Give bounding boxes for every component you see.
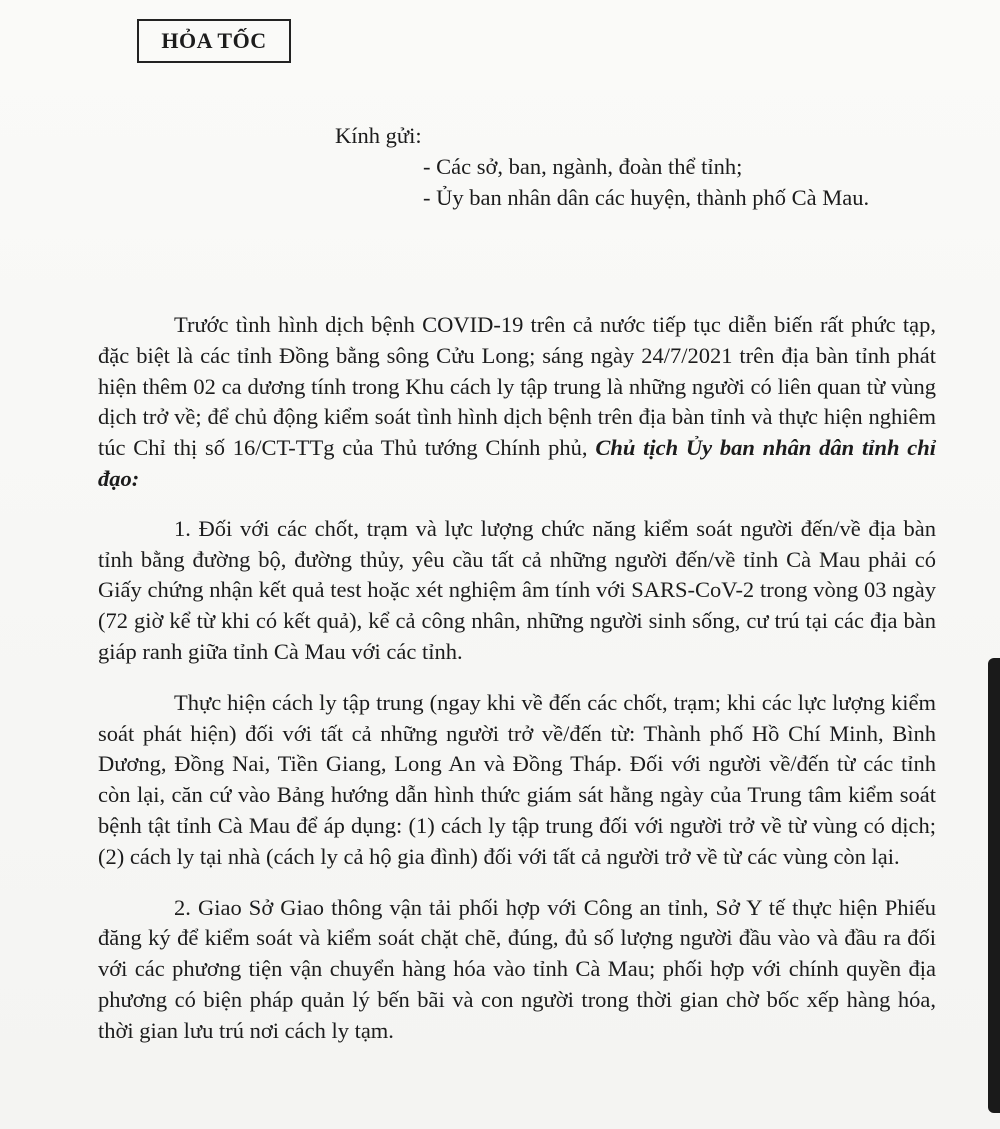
scrollbar-thumb[interactable] [988, 658, 1000, 1113]
recipient-item: - Ủy ban nhân dân các huyện, thành phố Cà Mau. [423, 185, 870, 210]
recipient-item: - Các sở, ban, ngành, đoàn thể tỉnh; [423, 154, 743, 179]
recipients-greeting: Kính gửi: [335, 123, 422, 148]
urgent-label: HỎA TỐC [161, 28, 267, 53]
document-body [98, 310, 936, 1067]
intro-text: Trước tình hình dịch bệnh COVID-19 trên cả nước tiếp tục diễn biến rất phức tạp, đặc biệt là các tỉnh Đồng bằng sông Cửu Long; sáng ngày 24/7/2021 trên địa bàn tỉnh phát hiện thêm 02 ca dương tính trong Khu cách ly tập trung là những người có liên quan từ vùng dịch trở về; để chủ động kiểm soát tình hình dịch bệnh trên địa bàn tỉnh và thực hiện nghiêm túc Chỉ thị số 16/CT-TTg của Thủ tướng Chính phủ, [98, 312, 936, 461]
paragraph-2: Thực hiện cách ly tập trung (ngay khi về đến các chốt, trạm; khi các lực lượng kiểm soát phát hiện) đối với tất cả những người trở về/đến từ: Thành phố Hồ Chí Minh, Bình Dương, Đồng Nai, Tiền Giang, Long An và Đồng Tháp. Đối với người về/đến từ các tỉnh còn lại, căn cứ vào Bảng hướng dẫn hình thức giám sát hằng ngày của Trung tâm kiểm soát bệnh tật tỉnh Cà Mau để áp dụng: (1) cách ly tập trung đối với người trở về từ vùng có dịch; (2) cách ly tại nhà (cách ly cả hộ gia đình) đối với tất cả người trở về từ các vùng còn lại. [98, 689, 936, 869]
recipients-block [335, 120, 869, 213]
urgent-stamp [137, 19, 291, 63]
paragraph-1: 1. Đối với các chốt, trạm và lực lượng chức năng kiểm soát người đến/về địa bàn tỉnh bằng đường bộ, đường thủy, yêu cầu tất cả những người đến/về tỉnh Cà Mau phải có Giấy chứng nhận kết quả test hoặc xét nghiệm âm tính với SARS-CoV-2 trong vòng 03 ngày (72 giờ kể từ khi có kết quả), kể cả công nhân, những người sinh sống, cư trú tại các địa bàn giáp ranh giữa tỉnh Cà Mau với các tỉnh. [98, 515, 936, 664]
paragraph-3: 2. Giao Sở Giao thông vận tải phối hợp với Công an tỉnh, Sở Y tế thực hiện Phiếu đăng ký để kiểm soát và kiểm soát chặt chẽ, đúng, đủ số lượng người đầu vào và đầu ra đối với các phương tiện vận chuyển hàng hóa vào tỉnh Cà Mau; phối hợp với chính quyền địa phương có biện pháp quản lý bến bãi và con người trong thời gian chờ bốc xếp hàng hóa, thời gian lưu trú nơi cách ly tạm. [98, 894, 936, 1043]
intro-emphasis: Chủ tịch Ủy ban nhân dân tỉnh chỉ đạo: [98, 435, 936, 491]
intro-paragraph [98, 310, 936, 495]
